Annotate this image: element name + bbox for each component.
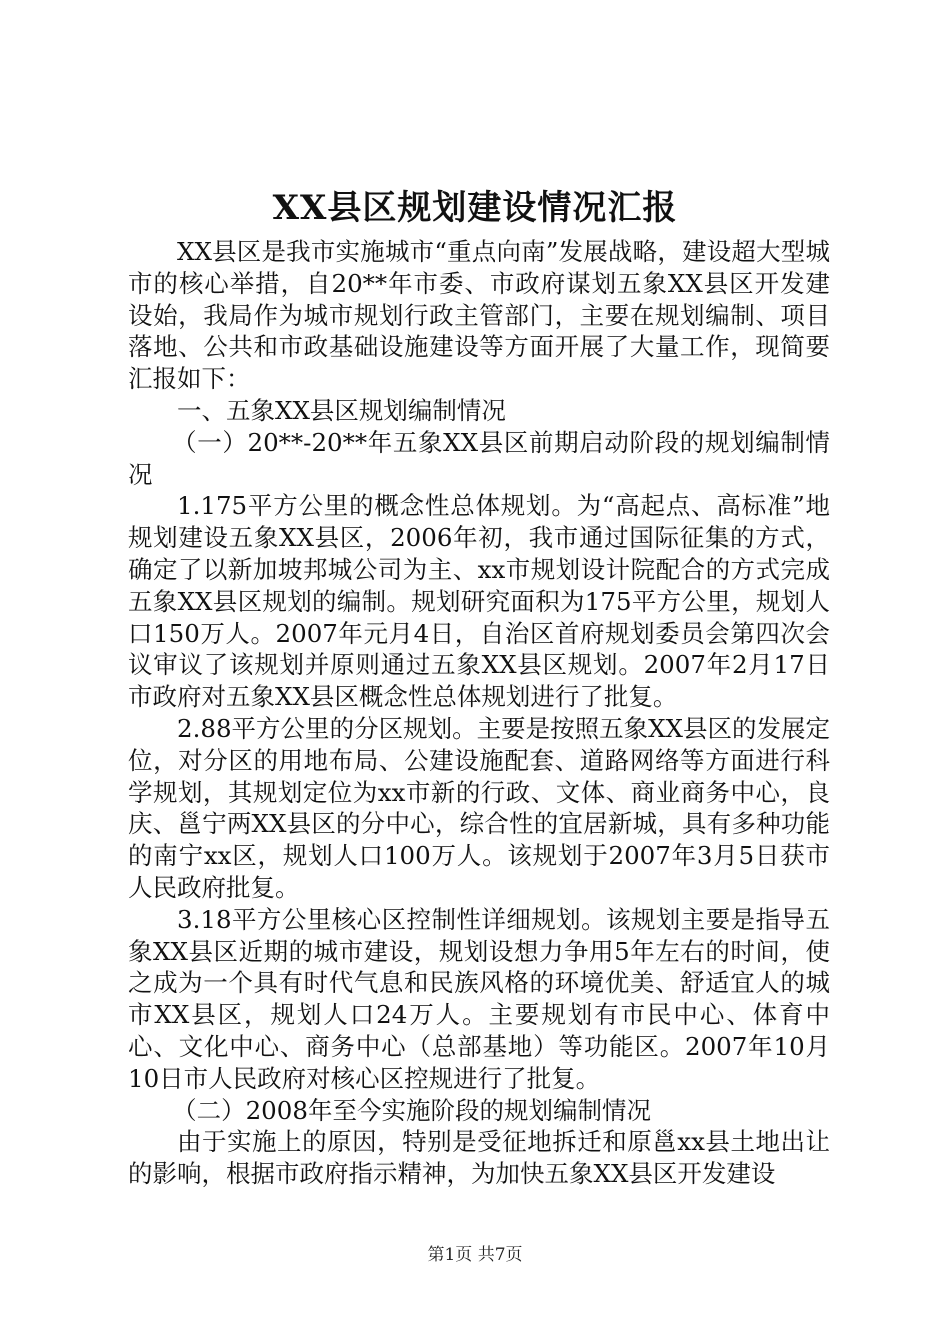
intro-paragraph: XX县区是我市实施城市“重点向南”发展战略，建设超大型城市的核心举措，自20**年市委、市政府谋划五象XX县区开发建设始，我局作为城市规划行政主管部门，主要在规划编制、项目落地、公共和市政基础设施建设等方面开展了大量工作，现简要汇报如下： [128,237,830,394]
document-title: XX县区规划建设情况汇报 [272,188,678,228]
subsection-heading-1: （一）20**-20**年五象XX县区前期启动阶段的规划编制情况 [128,427,830,489]
body-paragraph-3: 3.18平方公里核心区控制性详细规划。该规划主要是指导五象XX县区近期的城市建设，规划设想力争用5年左右的时间，使之成为一个具有时代气息和民族风格的环境优美、舒适宜人的城市XX县区，规划人口24万人。主要规划有市民中心、体育中心、文化中心、商务中心（总部基地）等功能区。2007年10月10日市人民政府对核心区控规进行了批复。 [128,904,830,1093]
body-paragraph-1: 1.175平方公里的概念性总体规划。为“高起点、高标准”地规划建设五象XX县区，2006年初，我市通过国际征集的方式，确定了以新加坡邦城公司为主、xx市规划设计院配合的方式完成五象XX县区规划的编制。规划研究面积为175平方公里，规划人口150万人。2007年元月4日，自治区首府规划委员会第四次会议审议了该规划并原则通过五象XX县区规划。2007年2月17日市政府对五象XX县区概念性总体规划进行了批复。 [128,491,830,712]
subsection-heading-2: （二）2008年至今实施阶段的规划编制情况 [172,1095,651,1125]
body-paragraph-2: 2.88平方公里的分区规划。主要是按照五象XX县区的发展定位，对分区的用地布局、公建设施配套、道路网络等方面进行科学规划，其规划定位为xx市新的行政、文体、商业商务中心，良庆、邕宁两XX县区的分中心，综合性的宜居新城，具有多种功能的南宁xx区，规划人口100万人。该规划于2007年3月5日获市人民政府批复。 [128,713,830,902]
body-paragraph-4: 由于实施上的原因，特别是受征地拆迁和原邕xx县土地出让的影响，根据市政府指示精神，为加快五象XX县区开发建设 [128,1127,830,1189]
page-footer: 第1页 共7页 [427,1245,523,1265]
document-body [128,236,830,1190]
section-heading-1: 一、五象XX县区规划编制情况 [177,395,506,425]
